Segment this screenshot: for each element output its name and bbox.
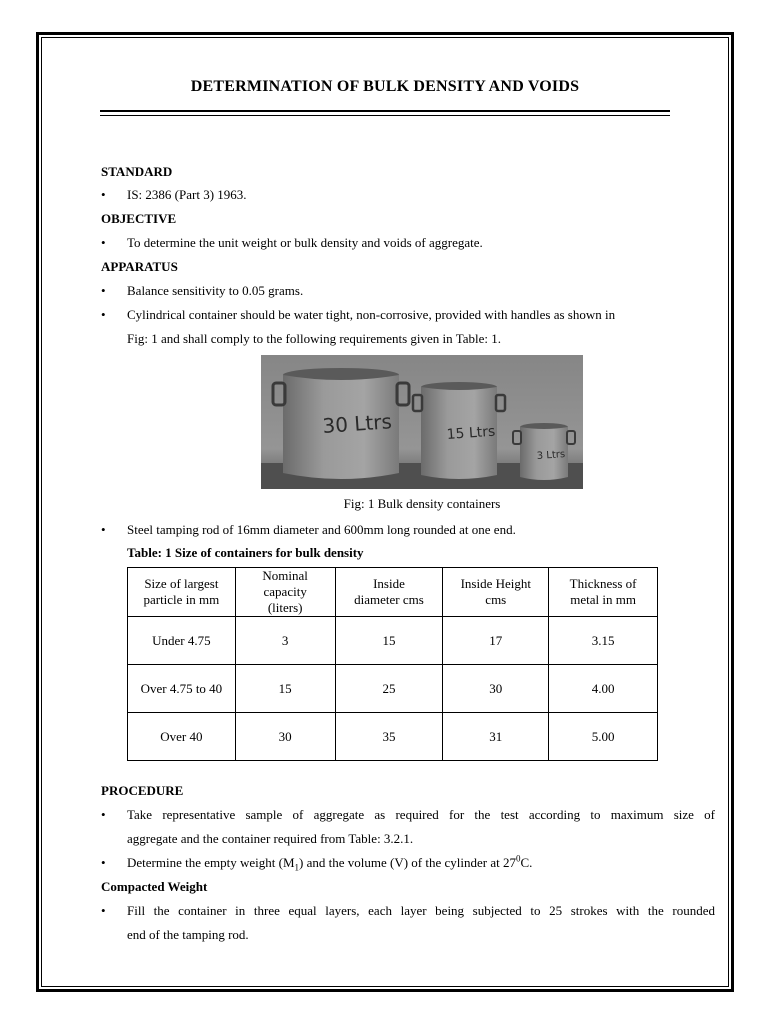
- apparatus-heading: APPARATUS: [101, 259, 178, 274]
- table-cell: 31: [443, 713, 549, 761]
- bullet-icon: •: [101, 283, 106, 298]
- apparatus-text-1: Balance sensitivity to 0.05 grams.: [127, 283, 304, 298]
- compacted-text-1b: end of the tamping rod.: [127, 927, 249, 942]
- table-header-cell: Inside Height cms: [443, 568, 549, 617]
- procedure-text-1b: aggregate and the container required from Table: 3.2.1.: [127, 831, 414, 846]
- procedure-text-2: Determine the empty weight $(M_1)$ and the volume (V) of the cylinder at $27^0C$.: [127, 853, 533, 873]
- page-title: DETERMINATION OF BULK DENSITY AND VOIDS: [190, 78, 580, 95]
- photo-label-3: 3 Ltrs: [536, 449, 566, 462]
- table-row: [128, 713, 658, 761]
- table-header-cell: Size of largest particle in mm: [128, 568, 236, 617]
- table-header-row: [128, 568, 658, 617]
- table-row: [128, 665, 658, 713]
- table-row: [128, 617, 658, 665]
- table-caption: Table: 1 Size of containers for bulk density: [127, 545, 364, 560]
- table-cell: 30: [443, 665, 549, 713]
- table-cell: 15: [235, 665, 335, 713]
- compacted-text-1a: Fill the container in three equal layers, each layer being subjected to 25 strokes with the rounded: [127, 903, 715, 918]
- container-size-table: [127, 567, 658, 761]
- apparatus-text-2a: Cylindrical container should be water tight, non-corrosive, provided with handles as shown in: [127, 307, 616, 322]
- table-cell: 30: [235, 713, 335, 761]
- table-cell: 3: [235, 617, 335, 665]
- table-cell: 35: [335, 713, 443, 761]
- table-cell: 15: [335, 617, 443, 665]
- bulk-density-containers-photo: [261, 355, 583, 489]
- standard-heading: STANDARD: [101, 164, 173, 179]
- bullet-icon: •: [101, 307, 106, 322]
- figure-caption: Fig: 1 Bulk density containers: [343, 496, 501, 511]
- table-cell: 5.00: [549, 713, 658, 761]
- title-rule-thin: [100, 115, 670, 116]
- title-rule-thick: [100, 110, 670, 112]
- table-header-cell: Inside diameter cms: [335, 568, 443, 617]
- bullet-icon: •: [101, 187, 106, 202]
- bullet-icon: •: [101, 522, 106, 537]
- procedure-heading: PROCEDURE: [101, 783, 184, 798]
- objective-heading: OBJECTIVE: [101, 211, 177, 226]
- photo-label-30: 30 Ltrs: [321, 409, 393, 438]
- table-cell: Over 4.75 to 40: [128, 665, 236, 713]
- objective-text: To determine the unit weight or bulk density and voids of aggregate.: [127, 235, 483, 250]
- procedure-text-1a: Take representative sample of aggregate as required for the test according to maximum size of: [127, 807, 715, 822]
- compacted-weight-heading: Compacted Weight: [101, 879, 208, 894]
- apparatus-text-2b: Fig: 1 and shall comply to the following requirements given in Table: 1.: [127, 331, 501, 346]
- bullet-icon: •: [101, 855, 106, 870]
- table-cell: 4.00: [549, 665, 658, 713]
- standard-text: IS: 2386 (Part 3) 1963.: [127, 187, 247, 202]
- apparatus-text-3: Steel tamping rod of 16mm diameter and 600mm long rounded at one end.: [127, 522, 516, 537]
- bullet-icon: •: [101, 903, 106, 918]
- table-cell: 17: [443, 617, 549, 665]
- table-cell: Under 4.75: [128, 617, 236, 665]
- photo-label-15: 15 Ltrs: [446, 423, 496, 443]
- table-header-cell: Thickness of metal in mm: [549, 568, 658, 617]
- table-cell: 3.15: [549, 617, 658, 665]
- table-cell: Over 40: [128, 713, 236, 761]
- table-cell: 25: [335, 665, 443, 713]
- table-header-cell: Nominal capacity (liters): [235, 568, 335, 617]
- bullet-icon: •: [101, 235, 106, 250]
- bullet-icon: •: [101, 807, 106, 822]
